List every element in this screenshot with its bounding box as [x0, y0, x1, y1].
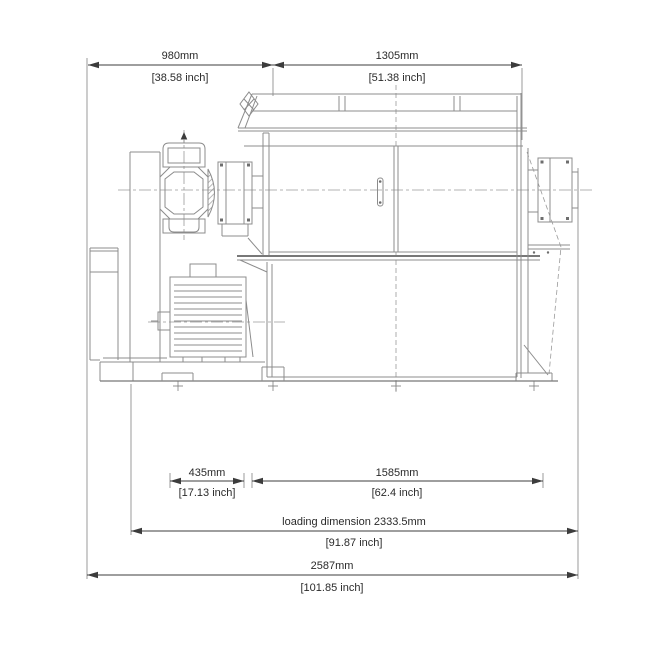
right-support-leg: [516, 93, 561, 381]
drum-body: [237, 133, 540, 260]
dim-loading-mm-label: loading dimension 2333.5mm: [282, 516, 426, 528]
dim-1305-inch-label: [51.38 inch]: [368, 72, 426, 84]
charging-hood: [238, 94, 527, 146]
dim-loading-inch-label: [91.87 inch]: [325, 537, 383, 549]
dim-1305: [273, 50, 522, 84]
lower-hopper: [240, 253, 517, 377]
door-handle: [378, 178, 384, 206]
dim-1585: [252, 467, 543, 499]
dim-1585-inch-label: [62.4 inch]: [371, 487, 423, 499]
hood-clamp-detail: [240, 92, 258, 116]
coupling-guard: [208, 169, 215, 217]
left-bearing-block: [218, 162, 263, 254]
leveling-feet-marks: [173, 381, 539, 391]
right-bearing-block: [528, 158, 578, 254]
dimension-annotations: [87, 50, 578, 594]
dim-435-inch-label: [17.13 inch]: [178, 487, 236, 499]
electric-motor: [151, 264, 253, 362]
extension-lines: [87, 58, 578, 579]
dim-980-inch-label: [38.58 inch]: [151, 72, 209, 84]
discharge-chute: [90, 248, 118, 360]
dim-1305-mm-label: 1305mm: [375, 50, 419, 62]
dim-435-mm-label: 435mm: [188, 467, 226, 479]
dim-overall-mm-label: 2587mm: [310, 560, 354, 572]
dim-overall-inch-label: [101.85 inch]: [300, 582, 364, 594]
dim-overall: [87, 560, 578, 594]
mixer-machine-drawing: [90, 85, 592, 392]
dim-loading: [131, 516, 578, 549]
dim-980-mm-label: 980mm: [161, 50, 199, 62]
dim-1585-mm-label: 1585mm: [375, 467, 419, 479]
dim-435: [170, 467, 244, 499]
inspection-doors: [378, 146, 399, 252]
support-column: [100, 152, 167, 381]
dim-980: [88, 50, 273, 84]
